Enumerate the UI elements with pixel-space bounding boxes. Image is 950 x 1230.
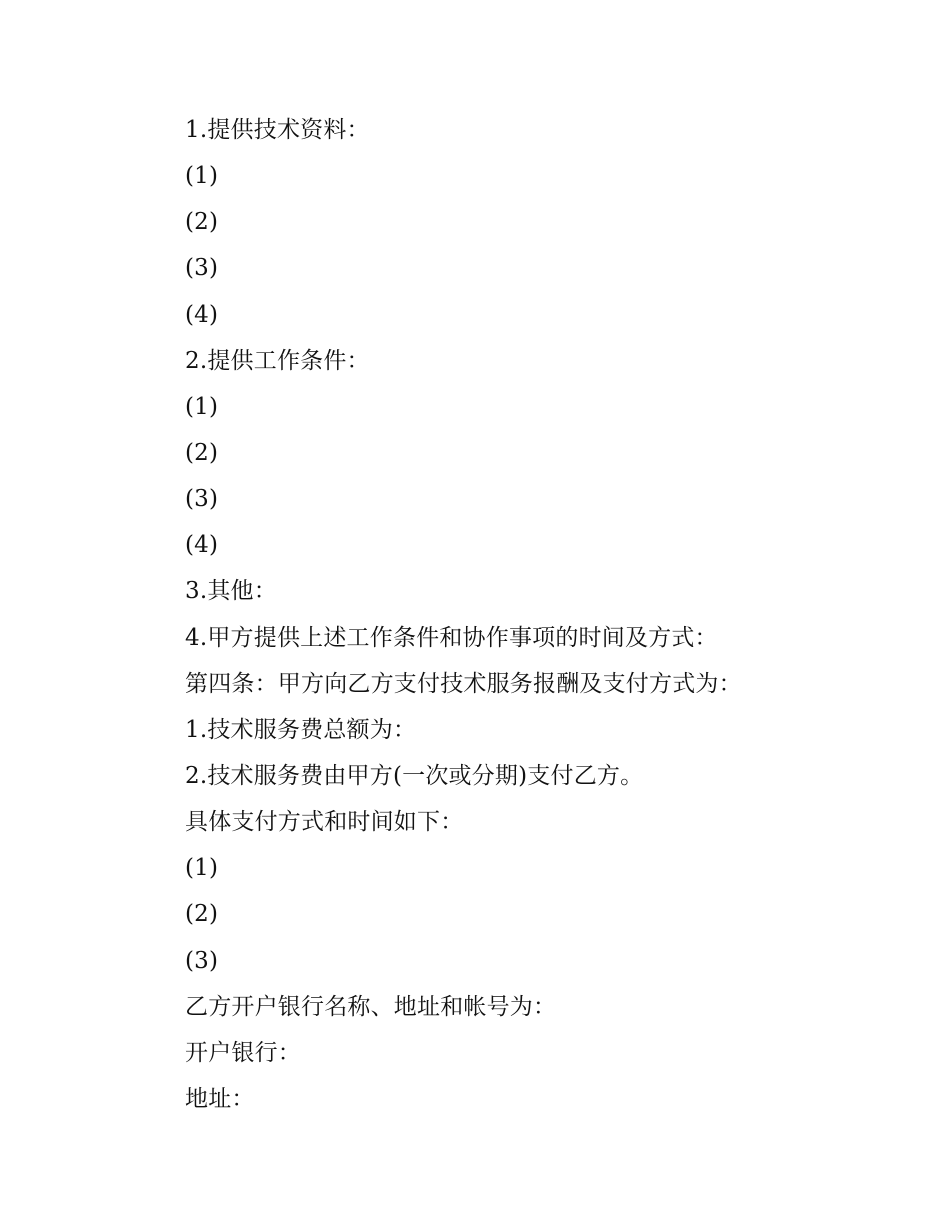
section-heading-technical-data: 1.提供技术资料： xyxy=(185,117,370,143)
list-item: (1) xyxy=(185,393,219,420)
list-item: (4) xyxy=(185,301,219,328)
list-item: (1) xyxy=(185,855,219,882)
list-item: (4) xyxy=(185,532,219,559)
section-heading-timing-method: 4.甲方提供上述工作条件和协作事项的时间及方式： xyxy=(185,624,718,651)
list-item: (2) xyxy=(185,901,219,928)
section-heading-work-conditions: 2.提供工作条件： xyxy=(185,347,370,374)
document-body xyxy=(185,107,885,1122)
list-item: (3) xyxy=(185,255,219,282)
list-item: (2) xyxy=(185,209,219,236)
fee-payment-line: 2.技术服务费由甲方(一次或分期)支付乙方。 xyxy=(185,762,644,789)
article-four-heading: 第四条：甲方向乙方支付技术服务报酬及支付方式为： xyxy=(185,670,742,697)
list-item: (3) xyxy=(185,486,219,513)
bank-name-label: 开户银行： xyxy=(185,1039,301,1066)
fee-total-line: 1.技术服务费总额为： xyxy=(185,716,417,743)
payment-details-heading: 具体支付方式和时间如下： xyxy=(185,809,464,836)
list-item: (2) xyxy=(185,439,219,466)
address-label: 地址： xyxy=(185,1085,255,1112)
list-item: (3) xyxy=(185,947,219,974)
section-heading-other: 3.其他： xyxy=(185,578,277,605)
list-item: (1) xyxy=(185,163,219,190)
bank-info-heading: 乙方开户银行名称、地址和帐号为： xyxy=(185,993,557,1020)
